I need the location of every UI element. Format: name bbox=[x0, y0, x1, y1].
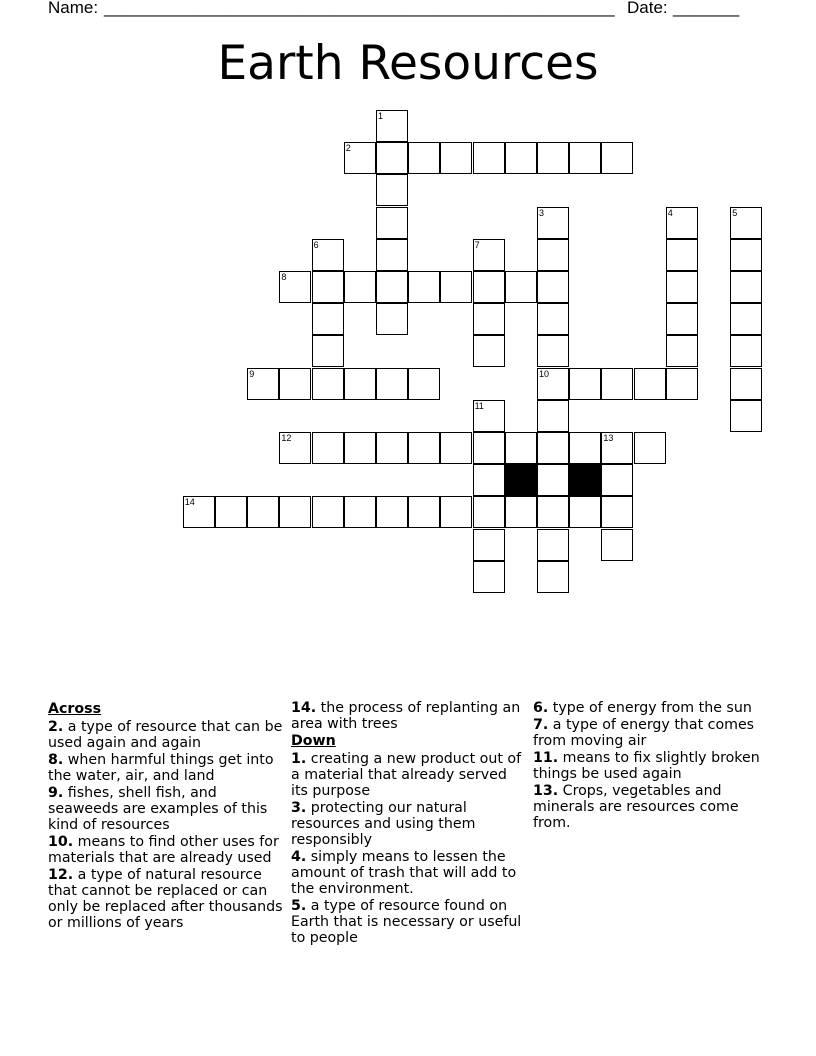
crossword-cell[interactable] bbox=[537, 529, 569, 561]
down-clue bbox=[533, 750, 769, 782]
crossword-cell[interactable] bbox=[505, 432, 537, 464]
down-clue bbox=[533, 717, 769, 749]
clue-text: the process of replanting an area with trees bbox=[291, 700, 521, 732]
crossword-cell[interactable] bbox=[634, 432, 666, 464]
clue-number: 2 bbox=[345, 143, 351, 154]
crossword-cell[interactable] bbox=[440, 142, 472, 174]
crossword-cell[interactable] bbox=[376, 142, 408, 174]
crossword-cell[interactable] bbox=[601, 464, 633, 496]
down-clue bbox=[291, 800, 527, 848]
crossword-cell[interactable] bbox=[344, 496, 376, 528]
crossword-cell[interactable] bbox=[183, 496, 215, 528]
clue-text: fishes, shell fish, and seaweeds are examples of this kind of resources bbox=[48, 785, 268, 833]
crossword-cell[interactable] bbox=[376, 174, 408, 206]
clue-text: a type of resource that can be used again and again bbox=[48, 719, 283, 751]
clue-label: 11. bbox=[533, 750, 559, 766]
clue-text: simply means to lessen the amount of trash that will add to the environment. bbox=[291, 849, 517, 897]
clue-text: a type of resource found on Earth that is necessary or useful to people bbox=[291, 898, 522, 946]
crossword-cell[interactable] bbox=[473, 529, 505, 561]
crossword-cell[interactable] bbox=[666, 368, 698, 400]
crossword-cell[interactable] bbox=[601, 432, 633, 464]
clue-number: 1 bbox=[378, 111, 384, 121]
date-label: Date: bbox=[627, 0, 668, 17]
crossword-cell[interactable] bbox=[569, 432, 601, 464]
crossword-cell[interactable] bbox=[279, 271, 311, 303]
crossword-cell[interactable] bbox=[376, 239, 408, 271]
page-title: Earth Resources bbox=[217, 36, 599, 91]
crossword-cell[interactable] bbox=[601, 529, 633, 561]
crossword-cell[interactable] bbox=[279, 432, 311, 464]
crossword-cell[interactable] bbox=[408, 432, 440, 464]
across-clue bbox=[48, 785, 284, 833]
crossword-cell[interactable] bbox=[312, 303, 344, 335]
crossword-cell[interactable] bbox=[730, 207, 762, 239]
clue-label: 5. bbox=[291, 898, 307, 914]
crossword-cell[interactable] bbox=[376, 496, 408, 528]
crossword-cell[interactable] bbox=[569, 142, 601, 174]
across-heading: Across bbox=[48, 701, 102, 717]
clue-label: 12. bbox=[48, 867, 74, 883]
crossword-cell[interactable] bbox=[505, 496, 537, 528]
clue-label: 3. bbox=[291, 800, 307, 816]
clue-number: 10 bbox=[539, 368, 550, 379]
crossword-cell[interactable] bbox=[312, 239, 344, 271]
clue-text: a type of natural resource that cannot be replaced or can only be replaced after thousands or millions of years bbox=[48, 867, 283, 931]
clue-text: means to find other uses for materials that are already used bbox=[48, 834, 279, 866]
crossword-cell[interactable] bbox=[666, 303, 698, 335]
clue-number: 7 bbox=[474, 239, 480, 250]
clue-number: 11 bbox=[474, 400, 484, 411]
crossword-cell[interactable] bbox=[601, 142, 633, 174]
down-clue bbox=[291, 849, 527, 897]
crossword-cell[interactable] bbox=[537, 207, 569, 239]
clue-label: 6. bbox=[533, 700, 549, 716]
crossword-cell[interactable] bbox=[440, 271, 472, 303]
clue-text: Crops, vegetables and minerals are resources come from. bbox=[533, 783, 739, 831]
across-clue bbox=[291, 700, 527, 732]
down-heading: Down bbox=[291, 733, 336, 749]
crossword-cell[interactable] bbox=[569, 496, 601, 528]
crossword-cell[interactable] bbox=[730, 239, 762, 271]
clue-label: 8. bbox=[48, 752, 64, 768]
crossword-cell[interactable] bbox=[505, 142, 537, 174]
crossword-cell[interactable] bbox=[312, 496, 344, 528]
crossword-cell[interactable] bbox=[634, 368, 666, 400]
across-clue bbox=[48, 719, 284, 751]
crossword-cell[interactable] bbox=[408, 368, 440, 400]
down-clue bbox=[291, 898, 527, 946]
name-label: Name: bbox=[48, 0, 99, 17]
clue-label: 9. bbox=[48, 785, 64, 801]
clue-number: 9 bbox=[249, 368, 255, 379]
crossword-cell[interactable] bbox=[601, 368, 633, 400]
black-cell bbox=[569, 464, 601, 496]
crossword-cell[interactable] bbox=[730, 368, 762, 400]
crossword-cell[interactable] bbox=[440, 496, 472, 528]
crossword-cell[interactable] bbox=[376, 207, 408, 239]
crossword-cell[interactable] bbox=[408, 142, 440, 174]
crossword-cell[interactable] bbox=[408, 271, 440, 303]
clue-text: means to fix slightly broken things be used again bbox=[533, 750, 760, 782]
clue-number: 14 bbox=[184, 497, 195, 508]
crossword-cell[interactable] bbox=[473, 303, 505, 335]
clue-text: creating a new product out of a material that already served its purpose bbox=[291, 751, 522, 799]
crossword-cell[interactable] bbox=[344, 368, 376, 400]
clue-label: 14. bbox=[291, 700, 317, 716]
down-clue bbox=[291, 751, 527, 799]
crossword-cell[interactable] bbox=[440, 432, 472, 464]
crossword-cell[interactable] bbox=[312, 271, 344, 303]
crossword-cell[interactable] bbox=[537, 432, 569, 464]
crossword-cell[interactable] bbox=[473, 432, 505, 464]
across-clue bbox=[48, 867, 284, 931]
crossword-cell[interactable] bbox=[601, 496, 633, 528]
crossword-cell[interactable] bbox=[344, 271, 376, 303]
clues-column-3 bbox=[533, 700, 769, 832]
crossword-cell[interactable] bbox=[376, 271, 408, 303]
clue-label: 13. bbox=[533, 783, 559, 799]
clues-column-1 bbox=[48, 700, 284, 932]
clue-label: 7. bbox=[533, 717, 549, 733]
crossword-cell[interactable] bbox=[473, 561, 505, 593]
crossword-cell[interactable] bbox=[215, 496, 247, 528]
crossword-cell[interactable] bbox=[312, 432, 344, 464]
crossword-cell[interactable] bbox=[537, 335, 569, 367]
crossword-cell[interactable] bbox=[537, 303, 569, 335]
clue-text: protecting our natural resources and using them responsibly bbox=[291, 800, 476, 848]
clue-text: type of energy from the sun bbox=[552, 700, 752, 716]
crossword-cell[interactable] bbox=[537, 561, 569, 593]
clue-number: 12 bbox=[281, 433, 292, 443]
crossword-cell[interactable] bbox=[537, 142, 569, 174]
crossword-cell[interactable] bbox=[537, 496, 569, 528]
crossword-cell[interactable] bbox=[376, 303, 408, 335]
crossword-cell[interactable] bbox=[473, 496, 505, 528]
crossword-cell[interactable] bbox=[376, 110, 408, 142]
down-clue bbox=[533, 700, 769, 716]
clues-column-2 bbox=[291, 700, 527, 947]
crossword-cell[interactable] bbox=[247, 496, 279, 528]
crossword-cell[interactable] bbox=[505, 271, 537, 303]
crossword-cell[interactable] bbox=[312, 335, 344, 367]
crossword-cell[interactable] bbox=[666, 335, 698, 367]
crossword-cell[interactable] bbox=[473, 271, 505, 303]
crossword-cell[interactable] bbox=[344, 432, 376, 464]
across-clue bbox=[48, 752, 284, 784]
clue-number: 8 bbox=[281, 272, 287, 282]
crossword-cell[interactable] bbox=[537, 464, 569, 496]
crossword-cell[interactable] bbox=[376, 432, 408, 464]
crossword-cell[interactable] bbox=[376, 368, 408, 400]
crossword-cell[interactable] bbox=[279, 496, 311, 528]
crossword-cell[interactable] bbox=[344, 142, 376, 174]
clue-number: 4 bbox=[667, 207, 673, 218]
crossword-cell[interactable] bbox=[666, 239, 698, 271]
crossword-cell[interactable] bbox=[730, 400, 762, 432]
crossword-cell[interactable] bbox=[473, 335, 505, 367]
crossword-cell[interactable] bbox=[473, 464, 505, 496]
date-field[interactable]: _______ bbox=[673, 0, 740, 17]
crossword-cell[interactable] bbox=[666, 271, 698, 303]
crossword-cell[interactable] bbox=[473, 142, 505, 174]
crossword-cell[interactable] bbox=[537, 239, 569, 271]
crossword-cell[interactable] bbox=[730, 335, 762, 367]
clue-label: 10. bbox=[48, 834, 74, 850]
crossword-cell[interactable] bbox=[408, 496, 440, 528]
clue-label: 1. bbox=[291, 751, 307, 767]
crossword-cell[interactable] bbox=[730, 271, 762, 303]
clue-number: 13 bbox=[603, 433, 614, 443]
crossword-cell[interactable] bbox=[312, 368, 344, 400]
crossword-cell[interactable] bbox=[730, 303, 762, 335]
name-field[interactable]: ______________________________________________________ bbox=[104, 0, 615, 17]
down-clue bbox=[533, 783, 769, 831]
clue-text: a type of energy that comes from moving air bbox=[533, 717, 755, 749]
crossword-cell[interactable] bbox=[666, 207, 698, 239]
crossword-cell[interactable] bbox=[279, 368, 311, 400]
black-cell bbox=[505, 464, 537, 496]
crossword-cell[interactable] bbox=[537, 271, 569, 303]
crossword-cell[interactable] bbox=[569, 368, 601, 400]
crossword-cell[interactable] bbox=[537, 368, 569, 400]
across-clue bbox=[48, 834, 284, 866]
crossword-cell[interactable] bbox=[473, 239, 505, 271]
clue-number: 6 bbox=[313, 239, 319, 250]
crossword-cell[interactable] bbox=[247, 368, 279, 400]
clue-number: 3 bbox=[539, 207, 545, 218]
crossword-cell[interactable] bbox=[473, 400, 505, 432]
clue-label: 2. bbox=[48, 719, 64, 735]
crossword-cell[interactable] bbox=[537, 400, 569, 432]
clue-text: when harmful things get into the water, air, and land bbox=[48, 752, 274, 784]
clue-label: 4. bbox=[291, 849, 307, 865]
clue-number: 5 bbox=[732, 207, 738, 218]
